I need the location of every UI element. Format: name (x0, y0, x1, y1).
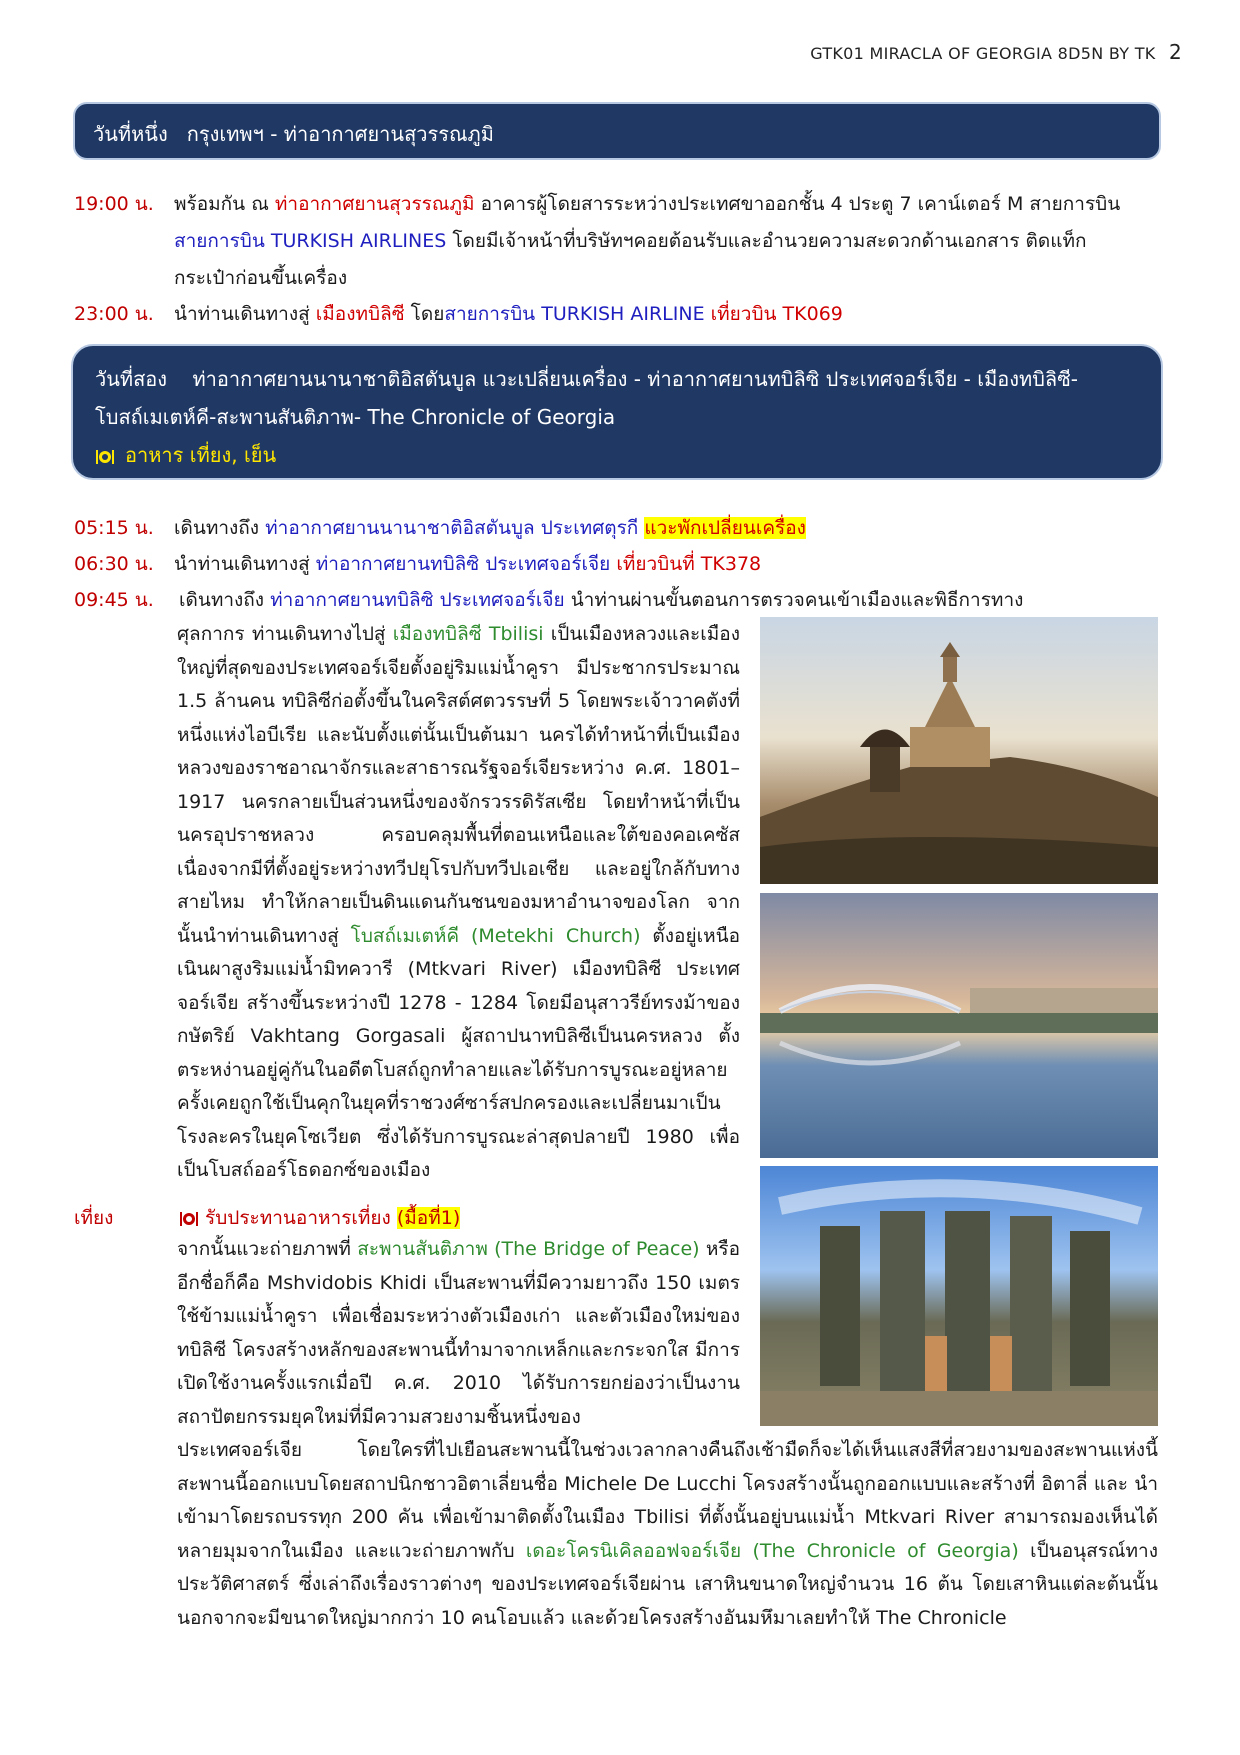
itinerary-text (179, 582, 1164, 619)
time-label: 09:45 น. (74, 589, 154, 611)
city-name: เมืองทบิลิซี (315, 303, 405, 325)
tbilisi-paragraph (177, 618, 740, 1188)
text-part: จากนั้นแวะถ่ายภาพที่ (177, 1238, 358, 1260)
text-part: โดยมีเจ้าหน้าที่บริษัทฯคอยต้อนรับและอำนวยความสะดวกด้านเอกสาร ติดแท็ก (446, 230, 1087, 252)
text-part: โดย (404, 303, 445, 325)
bridge-of-peace-photo (760, 893, 1158, 1158)
time-label: 05:15 น. (74, 517, 154, 539)
chronicle-of-georgia-photo (760, 1166, 1158, 1426)
text-part: เดินทางถึง (174, 517, 266, 539)
church-name: โบสถ์เมเตห์คี (Metekhi Church) (350, 924, 641, 947)
metekhi-church-photo (760, 617, 1158, 884)
text-part: นำท่านเดินทางสู่ (174, 303, 316, 325)
airline-name: สายการบิน TURKISH AIRLINE (444, 303, 705, 325)
time-label: 06:30 น. (74, 553, 154, 575)
day2-title-line2: โบสถ์เมเตห์คี-สะพานสันติภาพ- The Chronicle of Georgia (95, 405, 616, 429)
text-part: เดินทางถึง (179, 589, 271, 611)
itinerary-row-0515 (74, 510, 1164, 547)
flight-number: เที่ยวบิน TK069 (704, 303, 843, 325)
airline-name: สายการบิน TURKISH AIRLINES (174, 230, 447, 252)
itinerary-text (174, 296, 1164, 333)
time-label: เที่ยง (74, 1207, 114, 1229)
text-part: หรืออีกชื่อก็คือ Mshvidobis Khidi เป็นสะพานที่มีความยาวถึง 150 เมตร ใช้ข้ามแม่น้ำคูรา เพื่อเชื่อมระหว่างตัวเมืองเก่า และตัวเมืองใหม่ของทบิลิซี โครงสร้างหลักของสะพานนี้ทำมาจากเหล็กและกระจกใส มีการเปิดใช้งานครั้งแรกเมื่อปี ค.ศ. 2010 ได้รับการยกย่องว่าเป็นงานสถาปัตยกรรมยุคใหม่ที่มีความสวยงามชิ้นหนึ่งของ (177, 1238, 740, 1428)
itinerary-text (174, 510, 1164, 547)
day1-banner (73, 102, 1161, 160)
text-part: เป็นอนุสรณ์ทางประวัติศาสตร์ ซึ่งเล่าถึงเรื่องราวต่างๆ ของประเทศจอร์เจียผ่าน เสาหินขนาดใหญ่จำนวน 16 ต้น โดยเสาหินแต่ละต้นนั้นนอกจากจะมีขนาดใหญ่มากกว่า 10 คนโอบแล้ว และด้วยโครงสร้างอันมหึมาเลยทำให้ The Chronicle (177, 1539, 1158, 1629)
document-title: GTK01 MIRACLA OF GEORGIA 8D5N BY TK (810, 44, 1156, 63)
day2-meals (95, 436, 1139, 474)
itinerary-row-2300 (74, 296, 1164, 333)
text-part: พร้อมกัน ณ (174, 193, 275, 215)
text-part: นำท่านผ่านขั้นตอนการตรวจคนเข้าเมืองและพิธีการทาง (564, 589, 1024, 611)
text-part: เป็นเมืองหลวงและเมืองใหญ่ที่สุดของประเทศจอร์เจียตั้งอยู่ริมแม่น้ำคูรา มีประชากรประมาณ 1.5 ล้านคน ทบิลิซีก่อตั้งขึ้นในคริสต์ศตวรรษที่ 5 โดยพระเจ้าวาคตังที่หนึ่งแห่งไอบีเรีย และนับตั้งแต่นั้นเป็นต้นมา นครได้ทำหน้าที่เป็นเมืองหลวงของราชอาณาจักรและสาธารณรัฐจอร์เจียระหว่าง ค.ศ. 1801–1917 นครกลายเป็นส่วนหนึ่งของจักรวรรดิรัสเซีย โดยทำหน้าที่เป็นนครอุปราชหลวง ครอบคลุมพื้นที่ตอนเหนือและใต้ของคอเคซัสเนื่องจากมีที่ตั้งอยู่ระหว่างทวีปยุโรปกับทวีปเอเชีย และอยู่ใกล้กับทางสายไหม ทำให้กลายเป็นดินแดนกันชนของมหาอำนาจของโลก จากนั้นนำท่านเดินทางสู่ (177, 623, 740, 947)
itinerary-text (174, 186, 1164, 297)
text-part: นำท่านเดินทางสู่ (174, 553, 316, 575)
plate-utensils-icon (179, 1210, 199, 1228)
itinerary-text (174, 546, 1164, 583)
text-part: ตั้งอยู่เหนือเนินผาสูงริมแม่น้ำมิทควารี (Mtkvari River) เมืองทบิลิซี ประเทศจอร์เจีย สร้างขึ้นระหว่างปี 1278 - 1284 โดยมีอนุสาวรีย์ทรงม้าของกษัตริย์ Vakhtang Gorgasali ผู้สถาปนาทบิลิซีเป็นนครหลวง ตั้งตระหง่านอยู่คู่กันในอดีตโบสถ์ถูกทำลายและได้รับการบูรณะอยู่หลายครั้งเคยถูกใช้เป็นคุกในยุคที่ราชวงศ์ซาร์สปกครองและเปลี่ยนมาเป็นโรงละครในยุคโซเวียต ซึ่งได้รับการบูรณะล่าสุดปลายปี 1980 เพื่อเป็นโบสถ์ออร์โธดอกซ์ของเมือง (177, 924, 741, 1181)
airport-name: ท่าอากาศยานทบิลิซิ ประเทศจอร์เจีย (315, 553, 611, 575)
monument-name: เดอะโครนิเคิลออฟจอร์เจีย (The Chronicle of Georgia) (525, 1539, 1019, 1562)
airport-name: ท่าอากาศยานนานาชาติอิสตันบูล ประเทศตุรกี (265, 517, 639, 539)
time-label: 23:00 น. (74, 303, 154, 325)
day2-banner (71, 344, 1163, 480)
airport-name: ท่าอากาศยานสุวรรณภูมิ (274, 193, 475, 215)
day1-title: วันที่หนึ่ง กรุงเทพฯ - ท่าอากาศยานสุวรรณภูมิ (93, 122, 494, 146)
text-part: อาคารผู้โดยสารระหว่างประเทศขาออกชั้น 4 ประตู 7 เคาน์เตอร์ M สายการบิน (474, 193, 1121, 215)
transit-note: แวะพักเปลี่ยนเครื่อง (644, 517, 806, 539)
meal-number: (มื้อที่1) (396, 1207, 461, 1229)
airport-name: ท่าอากาศยานทบิลิซิ ประเทศจอร์เจีย (270, 589, 565, 611)
bridge-paragraph-continued (177, 1434, 1158, 1634)
time-label: 19:00 น. (74, 193, 154, 215)
bridge-name: สะพานสันติภาพ (The Bridge of Peace) (357, 1238, 700, 1260)
lunch-text: รับประทานอาหารเที่ยง (205, 1207, 397, 1229)
flight-number: เที่ยวบินที่ TK378 (610, 553, 762, 575)
itinerary-row-1900 (74, 186, 1164, 297)
itinerary-row-0945 (74, 582, 1164, 619)
meals-text: อาหาร เที่ยง, เย็น (125, 443, 277, 467)
plate-utensils-icon (95, 448, 115, 466)
city-name: เมืองทบิลิซี Tbilisi (392, 623, 544, 645)
text-part: ศุลกากร ท่านเดินทางไปสู่ (177, 623, 393, 645)
page-header (810, 40, 1182, 64)
text-part: กระเป๋าก่อนขึ้นเครื่อง (174, 267, 348, 289)
itinerary-row-0630 (74, 546, 1164, 583)
bridge-paragraph (177, 1233, 740, 1433)
page-number: 2 (1168, 40, 1182, 64)
day2-title-line1: วันที่สอง ท่าอากาศยานนานาชาติอิสตันบูล แวะเปลี่ยนเครื่อง - ท่าอากาศยานทบิลิซิ ประเทศจอร์เจีย - เมืองทบิลิซี- (95, 367, 1078, 391)
text-part: ประเทศจอร์เจีย โดยใครที่ไปเยือนสะพานนี้ในช่วงเวลากลางคืนถึงเช้ามืดก็จะได้เห็นแสงสีที่สวยงามของสะพานแห่งนี้ สะพานนี้ออกแบบโดยสถาปนิกชาวอิตาเลี่ยนชื่อ Michele De Lucchi โครงสร้างนั้นถูกออกแบบและสร้างที่ อิตาลี่ และ นำเข้ามาโดยรถบรรทุก 200 คัน เพื่อเข้ามาติดตั้งในเมือง Tbilisi ที่ตั้งนั้นอยู่บนแม่น้ำ Mtkvari River สามารถมองเห็นได้หลายมุมจากในเมือง และแวะถ่ายภาพกับ (177, 1439, 1158, 1562)
